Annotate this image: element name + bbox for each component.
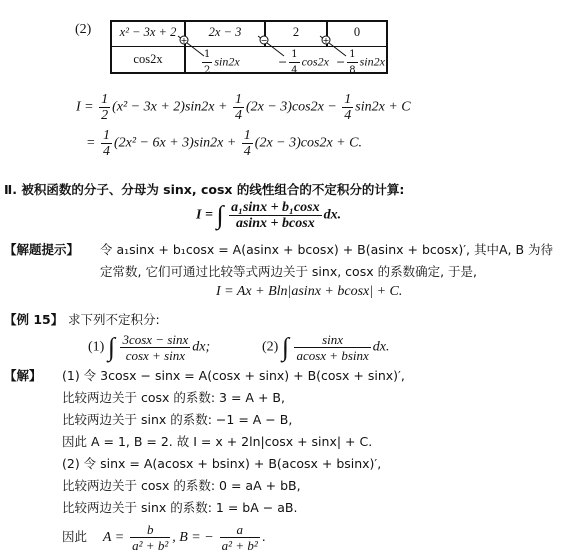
integration-table bbox=[110, 20, 388, 74]
example-label: 【例 15】 bbox=[4, 312, 64, 327]
table-cell: 2x − 3 bbox=[208, 25, 242, 39]
hint-label: 【解题提示】 bbox=[4, 242, 80, 257]
diagonal-arrows bbox=[112, 22, 390, 76]
table-cell: 0 bbox=[353, 25, 361, 39]
solution-line: 比较两边关于 sinx 的系数: −1 = A − B, bbox=[62, 412, 293, 427]
example-part-1: (1) ∫ $\frac{3\cos x - \sin x}{\cos x + \sin x}$ dx; bbox=[88, 332, 211, 363]
solution-line: 因此 A = 1, B = 2. 故 I = x + 2ln|cosx + sinx| + C. bbox=[62, 434, 373, 449]
result-line-2: = $\frac{1}{4}$ (2x² − 6x + 3)sin2x + $\frac{1}{4}$ (2x − 3)cos2x + C. bbox=[86, 128, 362, 159]
section-heading: Ⅱ. 被积函数的分子、分母为 sinx, cosx 的线性组合的不定积分的计算: bbox=[4, 182, 405, 197]
sign-label: + bbox=[180, 36, 188, 45]
part-label: (2) bbox=[75, 22, 92, 37]
example-prompt: 求下列不定积分: bbox=[68, 312, 160, 327]
solution-line: 比较两边关于 sinx 的系数: 1 = bA − aB. bbox=[62, 500, 298, 515]
result-line-1: I = $\frac{1}{2}$ (x² − 3x + 2)sin2x + $\frac{1}{4}$ (2x − 3)cos2x − $\frac{1}{4}$ sin2x + C bbox=[76, 92, 411, 123]
sign-label: + bbox=[322, 36, 330, 45]
table-cell: − $\frac{1}{4}$ cos2x bbox=[278, 49, 329, 76]
solution-line: 比较两边关于 cosx 的系数: 0 = aA + bB, bbox=[62, 478, 301, 493]
solution-line: 比较两边关于 cosx 的系数: 3 = A + B, bbox=[62, 390, 285, 405]
solution-final: 因此 A = $\frac{b}{\text{a² + b²}}$ , B = − $\frac{a}{\text{a² + b²}}$ . bbox=[62, 522, 266, 553]
hint-text: 令 a₁sinx + b₁cosx = A(asinx + bcosx) + B(asinx + bcosx)′, 其中A, B 为待 bbox=[100, 242, 554, 257]
solution-line: (2) 令 sinx = A(acosx + bsinx) + B(acosx + bsinx)′, bbox=[62, 456, 382, 471]
solution-line: (1) 令 3cosx − sinx = A(cosx + sinx) + B(cosx + sinx)′, bbox=[62, 368, 405, 383]
hint-formula: I = Ax + Bln|asinx + bcosx| + C. bbox=[216, 284, 403, 299]
hint-text: 定常数, 它们可通过比较等式两边关于 sinx, cosx 的系数确定, 于是, bbox=[100, 264, 477, 279]
solution-label: 【解】 bbox=[4, 368, 42, 383]
table-cell: − $\frac{1}{8}$ sin2x bbox=[336, 49, 385, 76]
example-part-2: (2) ∫ $\frac{\sin x}{acosx + bsinx}$ dx. bbox=[262, 332, 390, 363]
table-cell: $\frac{1}{2}$ sin2x bbox=[204, 49, 240, 76]
table-cell: x² − 3x + 2 bbox=[119, 25, 177, 39]
table-cell: 2 bbox=[292, 25, 300, 39]
sign-label: − bbox=[260, 36, 268, 45]
general-formula: I = ∫ $\frac{\text{a₁sinx + b₁cosx}}{asinx + bcosx}$ dx. bbox=[196, 200, 342, 231]
table-cell: cos2x bbox=[133, 52, 163, 66]
